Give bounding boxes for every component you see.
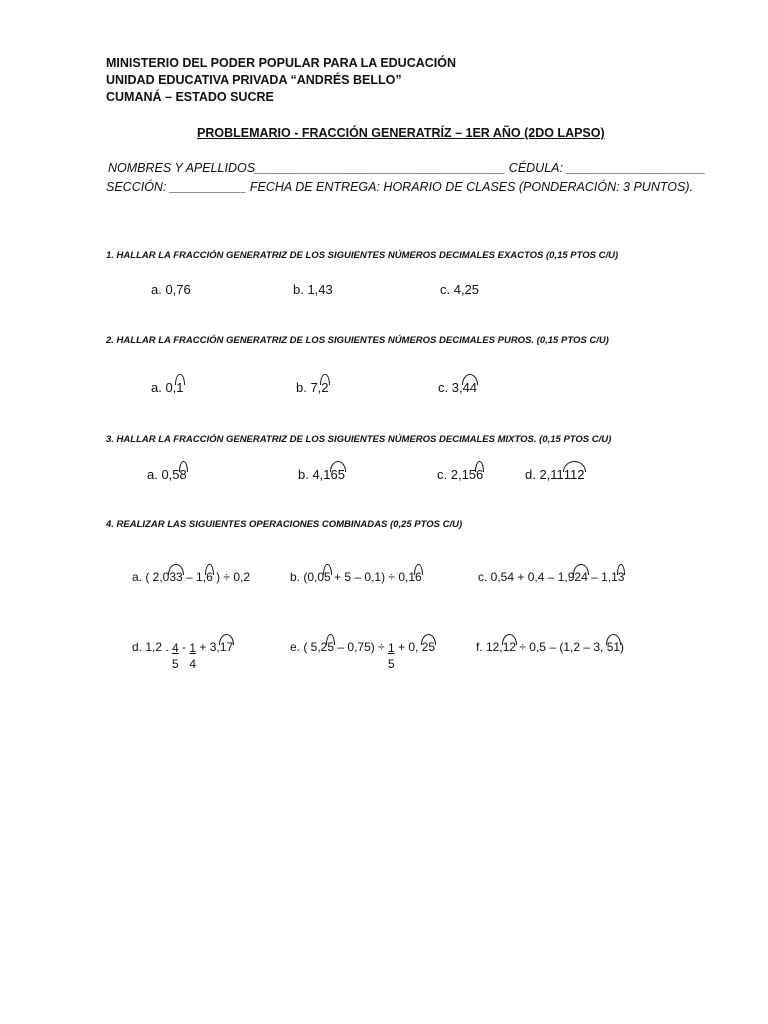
fraction: $\frac{1}{4}$ — [189, 641, 197, 671]
question-2: 2. HALLAR LA FRACCIÓN GENERATRIZ DE LOS SIGUIENTES NÚMEROS DECIMALES PUROS. (0,15 PTOS C/U) — [106, 335, 609, 346]
q3-option-d: d. 2,11112 — [525, 467, 585, 482]
q2-option-b: b. 7,2 — [296, 380, 329, 395]
form-name-line: NOMBRES Y APELLIDOS____________________________________ CÉDULA: ____________________ — [108, 161, 706, 175]
fraction: $\frac{1}{5}$ — [388, 641, 395, 671]
question-1: 1. HALLAR LA FRACCIÓN GENERATRIZ DE LOS SIGUIENTES NÚMEROS DECIMALES EXACTOS (0,15 PTOS C/U) — [106, 250, 619, 261]
header-location: CUMANÁ – ESTADO SUCRE — [106, 90, 274, 104]
q4-option-f: f. 12,12 ÷ 0,5 – (1,2 – 3, 51) — [476, 640, 625, 654]
fraction: $\frac{4}{5}$ — [172, 641, 179, 671]
question-4: 4. REALIZAR LAS SIGUIENTES OPERACIONES COMBINADAS (0,25 PTOS C/U) — [106, 519, 463, 530]
document-title: PROBLEMARIO - FRACCIÓN GENERATRÍZ – 1ER AÑO (2DO LAPSO) — [197, 126, 605, 140]
q4-option-c: c. 0,54 + 0,4 – 1,924 – 1,13 — [478, 570, 625, 584]
q4-option-d: d. 1,2 . $\frac{4}{5}$ - $\frac{1}{4}$ + 3,17 — [132, 640, 234, 671]
q1-option-c: c. 4,25 — [440, 282, 480, 297]
q1-option-b: b. 1,43 — [293, 282, 333, 297]
q1-option-a: a. 0,76 — [151, 282, 191, 297]
header-school: UNIDAD EDUCATIVA PRIVADA “ANDRÉS BELLO” — [106, 73, 402, 87]
q4-option-e: e. ( 5,25 – 0,75) ÷ $\frac{1}{5}$ + 0, 25 — [290, 640, 436, 671]
q4-option-b: b. (0,05 + 5 – 0,1) ÷ 0,16 — [290, 570, 422, 584]
header-ministry: MINISTERIO DEL PODER POPULAR PARA LA EDUCACIÓN — [106, 56, 457, 70]
question-3: 3. HALLAR LA FRACCIÓN GENERATRIZ DE LOS SIGUIENTES NÚMEROS DECIMALES MIXTOS. (0,15 PTOS C/U) — [106, 434, 612, 445]
q3-option-a: a. 0,58 — [147, 467, 187, 482]
form-section-line: SECCIÓN: ___________ FECHA DE ENTREGA: HORARIO DE CLASES (PONDERACIÓN: 3 PUNTOS). — [106, 180, 693, 194]
q4-option-a: a. ( 2,033 – 1,6 ) ÷ 0,2 — [132, 570, 251, 584]
q2-option-a: a. 0,1 — [151, 380, 184, 395]
q3-option-c: c. 2,156 — [437, 467, 484, 482]
q2-option-c: c. 3,44 — [438, 380, 478, 395]
q3-option-b: b. 4,165 — [298, 467, 345, 482]
